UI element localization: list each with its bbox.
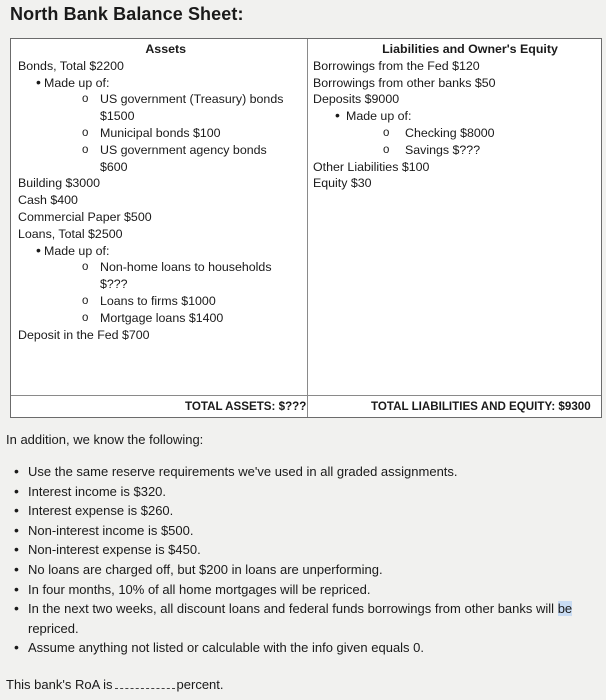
repricing-text: In the next two weeks, all discount loans and federal funds borrowings from other banks will: [28, 601, 555, 617]
mortgage-loans: o Mortgage loans $1400: [18, 310, 304, 327]
page-title: North Bank Balance Sheet:: [10, 4, 244, 24]
list-item: • Assume anything not listed or calculable with the info given equals 0.: [14, 638, 599, 658]
nonhome-loans-value: $???: [100, 277, 128, 292]
total-liabilities-equity: TOTAL LIABILITIES AND EQUITY: $9300: [371, 400, 591, 413]
list-item: • Non-interest income is $500.: [14, 521, 599, 541]
list-item: • In four months, 10% of all home mortgages will be repriced.: [14, 580, 599, 600]
deposit-in-fed: Deposit in the Fed $700: [18, 327, 150, 342]
treasury-bonds-value: $1500: [100, 109, 135, 124]
bank-borrowings: Borrowings from other banks $50: [313, 75, 496, 90]
question-text: This bank's RoA is: [6, 677, 113, 692]
list-item: • No loans are charged off, but $200 in loans are unperforming.: [14, 560, 599, 580]
highlighted-word: be: [557, 601, 573, 617]
column-divider: [307, 39, 308, 417]
liabilities-header: Liabilities and Owner's Equity: [382, 42, 558, 56]
list-item: • Use the same reserve requirements we've used in all graded assignments.: [14, 462, 599, 482]
equity: Equity $30: [313, 176, 372, 191]
loans-made-up-label: • Made up of:: [18, 243, 304, 260]
checking: o Checking $8000: [313, 125, 597, 142]
list-item: • Interest expense is $260.: [14, 501, 599, 521]
bonds-made-up-label: • Made up of:: [18, 75, 304, 92]
balance-sheet-table: [10, 38, 602, 418]
facts-list: [14, 462, 599, 658]
agency-bonds-value: $600: [100, 159, 128, 174]
deposits: Deposits $9000: [313, 92, 400, 107]
fed-borrowings: Borrowings from the Fed $120: [313, 58, 480, 73]
commercial-paper: Commercial Paper $500: [18, 209, 152, 224]
treasury-bonds: o US government (Treasury) bonds: [18, 91, 304, 108]
list-item: • Interest income is $320.: [14, 482, 599, 502]
totals-divider: [11, 395, 601, 396]
repricing-text-end: repriced.: [28, 620, 79, 636]
loans-to-firms: o Loans to firms $1000: [18, 293, 304, 310]
list-item: [14, 599, 599, 638]
building: Building $3000: [18, 176, 100, 191]
assets-header: Assets: [145, 42, 186, 56]
bonds-total: Bonds, Total $2200: [18, 58, 124, 73]
total-assets: TOTAL ASSETS: $???: [185, 400, 307, 413]
liabilities-column: [313, 41, 597, 192]
list-item: • Non-interest expense is $450.: [14, 540, 599, 560]
answer-blank[interactable]: [115, 677, 175, 689]
roa-question: [6, 677, 224, 692]
municipal-bonds: o Municipal bonds $100: [18, 125, 304, 142]
loans-total: Loans, Total $2500: [18, 226, 123, 241]
other-liabilities: Other Liabilities $100: [313, 159, 430, 174]
savings: o Savings $???: [313, 142, 597, 159]
intro-text: In addition, we know the following:: [6, 432, 204, 447]
assets-column: [18, 41, 304, 343]
question-unit: percent.: [176, 677, 224, 692]
cash: Cash $400: [18, 193, 78, 208]
nonhome-loans: o Non-home loans to households: [18, 259, 304, 276]
agency-bonds: o US government agency bonds: [18, 142, 304, 159]
deposits-made-up-label: • Made up of:: [313, 108, 597, 125]
